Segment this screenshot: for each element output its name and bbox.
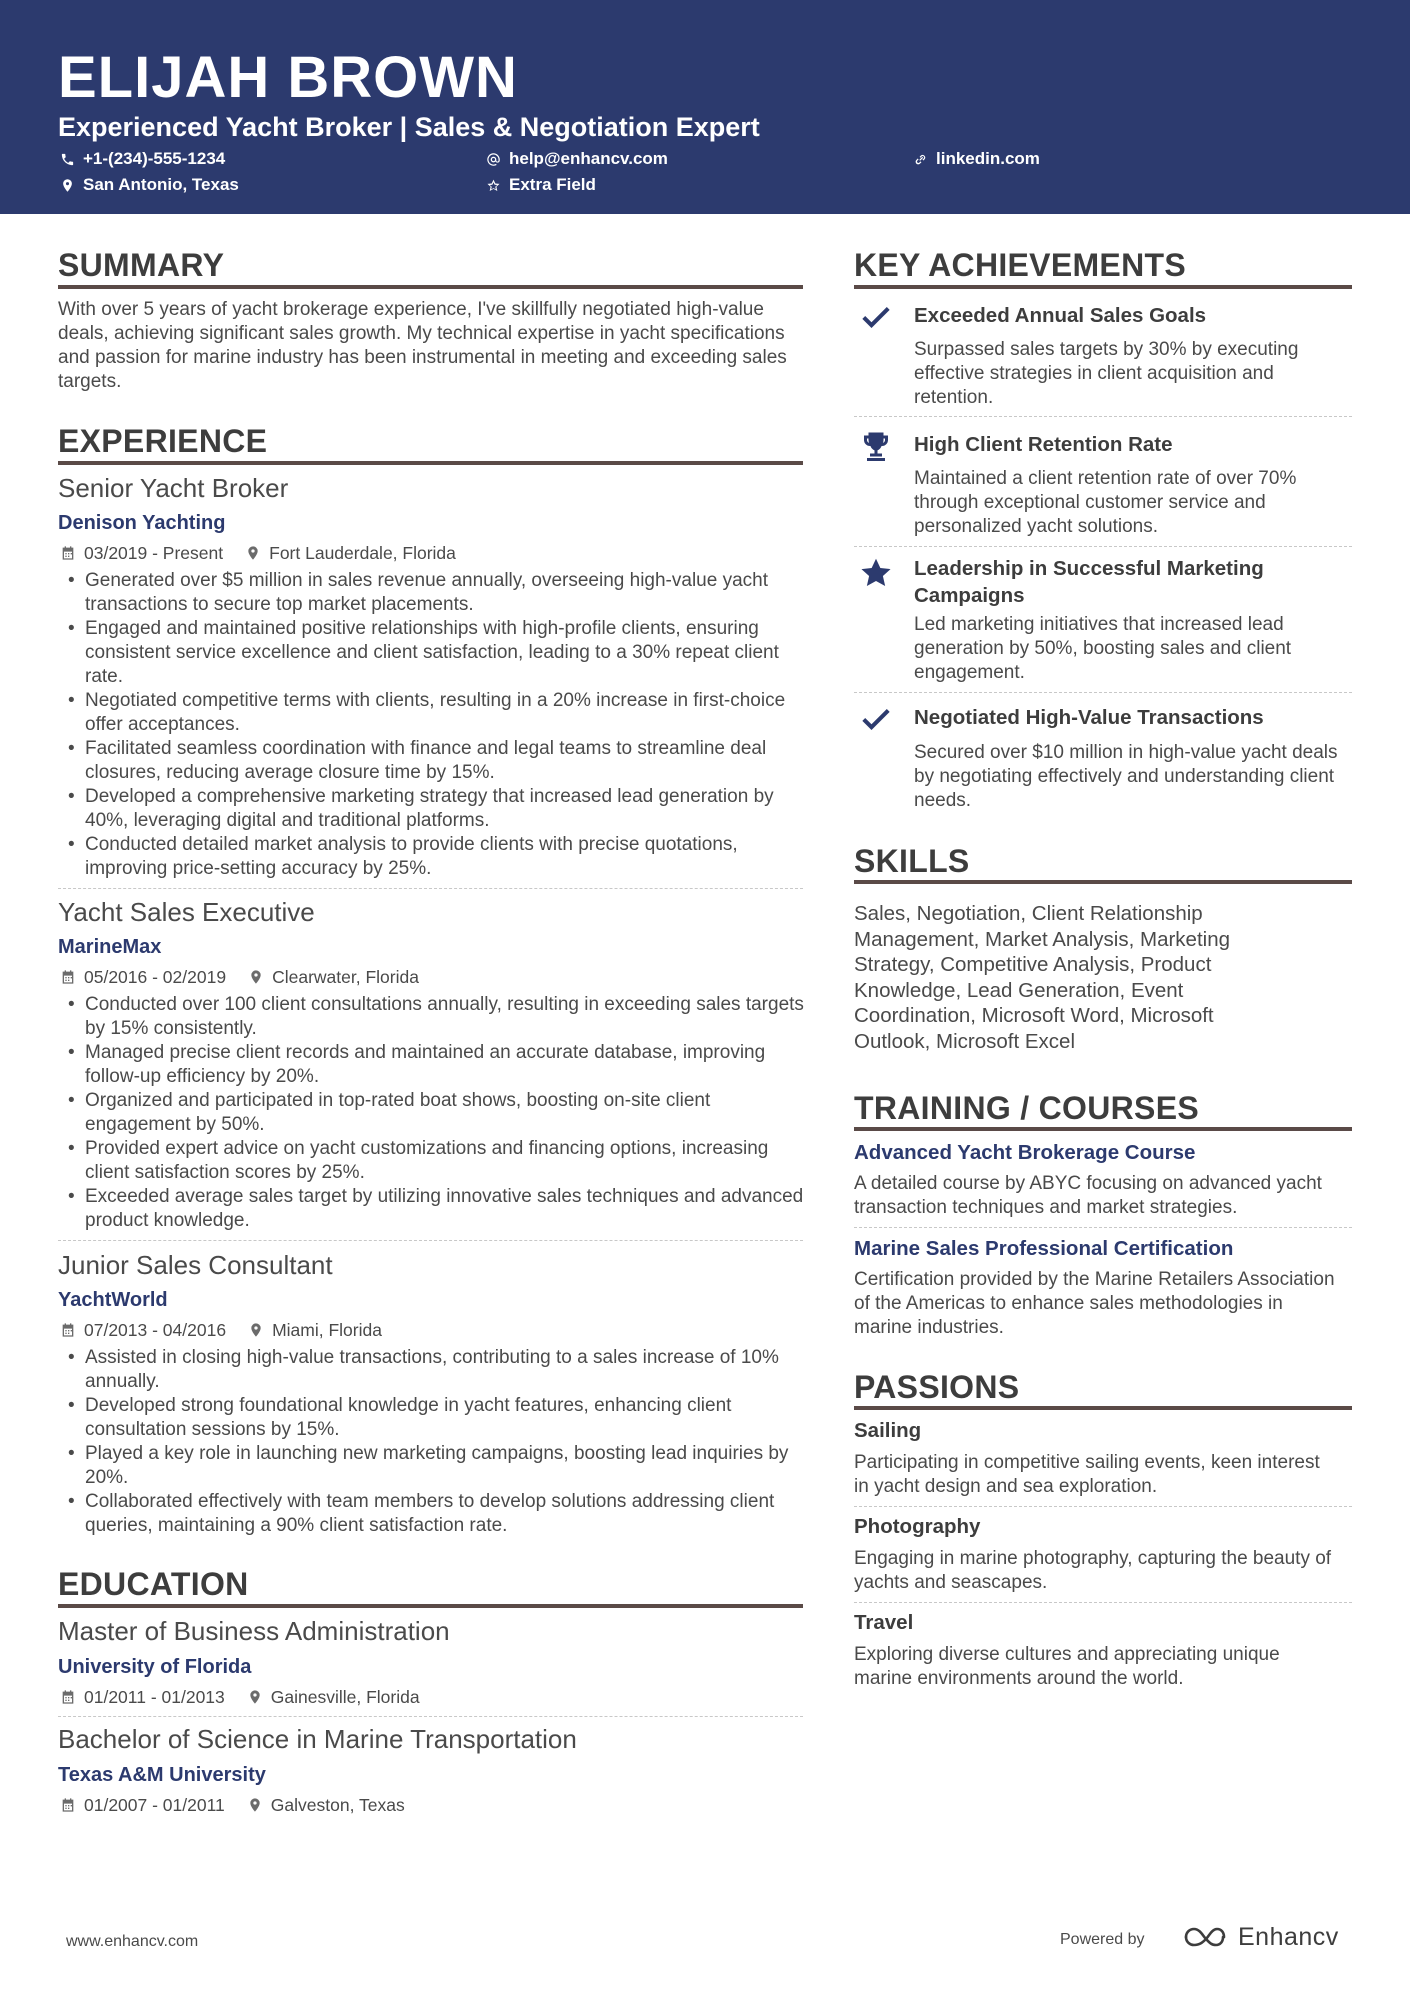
bullet-item: • Played a key role in launching new marketing campaigns, boosting lead inquiries by 20%. bbox=[58, 1442, 808, 1490]
job-bullets bbox=[58, 1346, 808, 1538]
location-pin-icon bbox=[248, 1322, 264, 1338]
achievements-rule bbox=[854, 285, 1352, 289]
at-icon bbox=[486, 152, 501, 167]
divider bbox=[58, 1716, 803, 1717]
bullet-item: • Assisted in closing high-value transactions, contributing to a sales increase of 10% annually. bbox=[58, 1346, 808, 1394]
education-rule bbox=[58, 1604, 803, 1608]
training-rule bbox=[854, 1127, 1352, 1131]
achievement-title: Negotiated High-Value Transactions bbox=[914, 706, 1264, 729]
summary-heading: SUMMARY bbox=[58, 247, 225, 283]
job-meta bbox=[60, 1319, 382, 1341]
calendar-icon bbox=[60, 1322, 76, 1338]
course-title: Advanced Yacht Brokerage Course bbox=[854, 1141, 1196, 1164]
experience-heading: EXPERIENCE bbox=[58, 423, 268, 459]
education-dates: 01/2007 - 01/2011 bbox=[84, 1795, 225, 1815]
bullet-item: • Collaborated effectively with team members to develop solutions addressing client queries, maintaining a 90% client satisfaction rate. bbox=[58, 1490, 808, 1538]
bullet-item: • Managed precise client records and maintained an accurate database, improving follow-up efficiency by 20%. bbox=[58, 1041, 808, 1089]
job-title: Junior Sales Consultant bbox=[58, 1250, 333, 1280]
divider bbox=[854, 1227, 1352, 1228]
brand-name: Enhancv bbox=[1238, 1922, 1339, 1951]
divider bbox=[58, 888, 803, 889]
extra-text: Extra Field bbox=[509, 175, 596, 194]
degree-title: Master of Business Administration bbox=[58, 1616, 450, 1646]
location-pin-icon bbox=[245, 545, 261, 561]
achievement-title: Leadership in Successful Marketing Campaigns bbox=[914, 557, 1264, 607]
phone-icon bbox=[60, 152, 75, 167]
check-icon bbox=[858, 700, 894, 736]
passion-desc: Engaging in marine photography, capturing the beauty of yachts and seascapes. bbox=[854, 1548, 1332, 1593]
job-meta bbox=[60, 966, 419, 988]
bullet-item: • Developed strong foundational knowledge in yacht features, enhancing client consultation sessions by 15%. bbox=[58, 1394, 808, 1442]
experience-rule bbox=[58, 461, 803, 465]
degree-title: Bachelor of Science in Marine Transportation bbox=[58, 1724, 577, 1754]
calendar-icon bbox=[60, 1689, 76, 1705]
achievement-desc: Maintained a client retention rate of over 70% through exceptional customer service and personalized yacht solutions. bbox=[914, 468, 1297, 537]
school-name: Texas A&M University bbox=[58, 1764, 266, 1786]
bullet-item: • Conducted over 100 client consultations annually, resulting in exceeding sales targets by 15% consistently. bbox=[58, 993, 808, 1041]
passion-title: Travel bbox=[854, 1611, 914, 1634]
skills-list: Sales, Negotiation, Client Relationship Management, Market Analysis, Marketing Strategy, Competitive Analysis, Product Knowledge, Lead Generation, Event Coordination, Microsoft Word, Microsoft Outlook, Microsoft Excel bbox=[854, 902, 1230, 1053]
job-title: Yacht Sales Executive bbox=[58, 897, 315, 927]
job-meta bbox=[60, 542, 456, 564]
passion-title: Photography bbox=[854, 1515, 981, 1538]
check-icon bbox=[858, 298, 894, 334]
achievement-desc: Surpassed sales targets by 30% by executing effective strategies in client acquisition and retention. bbox=[914, 339, 1299, 408]
location-pin-icon bbox=[248, 969, 264, 985]
school-name: University of Florida bbox=[58, 1656, 252, 1678]
bullet-item: • Exceeded average sales target by utilizing innovative sales techniques and advanced product knowledge. bbox=[58, 1185, 808, 1233]
location-pin-icon bbox=[247, 1689, 263, 1705]
passion-desc: Participating in competitive sailing events, keen interest in yacht design and sea exploration. bbox=[854, 1452, 1320, 1497]
training-heading: TRAINING / COURSES bbox=[854, 1090, 1199, 1126]
bullet-item: • Organized and participated in top-rated boat shows, boosting on-site client engagement by 50%. bbox=[58, 1089, 808, 1137]
course-desc: A detailed course by ABYC focusing on advanced yacht transaction techniques and market strategies. bbox=[854, 1173, 1322, 1218]
skills-rule bbox=[854, 880, 1352, 884]
bullet-item: • Engaged and maintained positive relationships with high-profile clients, ensuring consistent service excellence and client satisfaction, leading to a 30% repeat client rate. bbox=[58, 617, 808, 689]
resume-header bbox=[0, 0, 1410, 214]
achievement-desc: Led marketing initiatives that increased lead generation by 50%, boosting sales and client engagement. bbox=[914, 614, 1292, 683]
passions-heading: PASSIONS bbox=[854, 1369, 1020, 1405]
contact-phone[interactable] bbox=[60, 148, 225, 170]
education-meta bbox=[60, 1794, 405, 1816]
candidate-name: ELIJAH BROWN bbox=[58, 45, 518, 110]
bullet-item: • Negotiated competitive terms with clients, resulting in a 20% increase in first-choice offer acceptances. bbox=[58, 689, 808, 737]
linkedin-text: linkedin.com bbox=[936, 149, 1040, 168]
location-pin-icon bbox=[60, 178, 75, 193]
education-dates: 01/2011 - 01/2013 bbox=[84, 1687, 225, 1707]
education-meta bbox=[60, 1686, 420, 1708]
company-name: YachtWorld bbox=[58, 1289, 168, 1311]
candidate-title: Experienced Yacht Broker | Sales & Negotiation Expert bbox=[58, 112, 760, 142]
achievement-desc: Secured over $10 million in high-value yacht deals by negotiating effectively and understanding client needs. bbox=[914, 742, 1338, 811]
divider bbox=[854, 692, 1352, 693]
bullet-item: • Conducted detailed market analysis to provide clients with precise quotations, improving price-setting accuracy by 25%. bbox=[58, 833, 808, 881]
divider bbox=[854, 1602, 1352, 1603]
job-dates: 07/2013 - 04/2016 bbox=[84, 1320, 227, 1340]
enhancv-logo[interactable] bbox=[1180, 1922, 1339, 1952]
summary-rule bbox=[58, 285, 803, 289]
calendar-icon bbox=[60, 969, 76, 985]
education-location: Galveston, Texas bbox=[270, 1795, 405, 1815]
skills-heading: SKILLS bbox=[854, 843, 970, 879]
footer-url[interactable]: www.enhancv.com bbox=[66, 1933, 199, 1950]
job-dates: 05/2016 - 02/2019 bbox=[84, 967, 227, 987]
star-outline-icon bbox=[486, 178, 501, 193]
divider bbox=[854, 546, 1352, 547]
email-text: help@enhancv.com bbox=[509, 149, 668, 168]
job-location: Fort Lauderdale, Florida bbox=[269, 543, 456, 563]
achievement-title: High Client Retention Rate bbox=[914, 433, 1173, 456]
course-title: Marine Sales Professional Certification bbox=[854, 1237, 1234, 1260]
job-bullets bbox=[58, 993, 808, 1233]
phone-text: +1-(234)-555-1234 bbox=[83, 149, 226, 168]
education-heading: EDUCATION bbox=[58, 1566, 249, 1602]
achievement-title: Exceeded Annual Sales Goals bbox=[914, 304, 1207, 327]
passions-rule bbox=[854, 1406, 1352, 1410]
job-location: Miami, Florida bbox=[272, 1320, 382, 1340]
location-pin-icon bbox=[247, 1797, 263, 1813]
achievements-heading: KEY ACHIEVEMENTS bbox=[854, 247, 1186, 283]
footer-powered-label: Powered by bbox=[1060, 1931, 1145, 1948]
passion-desc: Exploring diverse cultures and appreciating unique marine environments around the world. bbox=[854, 1644, 1280, 1689]
trophy-icon bbox=[858, 428, 894, 464]
divider bbox=[854, 416, 1352, 417]
passion-title: Sailing bbox=[854, 1419, 922, 1442]
contact-email[interactable] bbox=[486, 148, 668, 170]
education-location: Gainesville, Florida bbox=[270, 1687, 420, 1707]
contact-extra bbox=[486, 174, 596, 196]
divider bbox=[58, 1240, 803, 1241]
calendar-icon bbox=[60, 1797, 76, 1813]
star-icon bbox=[858, 555, 894, 591]
bullet-item: • Developed a comprehensive marketing strategy that increased lead generation by 40%, leveraging digital and traditional platforms. bbox=[58, 785, 808, 833]
course-desc: Certification provided by the Marine Retailers Association of the Americas to enhance sales methodologies in marine industries. bbox=[854, 1269, 1335, 1338]
link-icon bbox=[913, 152, 928, 167]
bullet-item: • Generated over $5 million in sales revenue annually, overseeing high-value yacht transactions to secure top market placements. bbox=[58, 569, 808, 617]
contact-linkedin[interactable] bbox=[913, 148, 1040, 170]
bullet-item: • Facilitated seamless coordination with finance and legal teams to streamline deal closures, reducing average closure time by 15%. bbox=[58, 737, 808, 785]
divider bbox=[854, 1506, 1352, 1507]
calendar-icon bbox=[60, 545, 76, 561]
company-name: Denison Yachting bbox=[58, 512, 226, 534]
company-name: MarineMax bbox=[58, 936, 162, 958]
contact-location bbox=[60, 174, 239, 196]
job-location: Clearwater, Florida bbox=[272, 967, 419, 987]
job-dates: 03/2019 - Present bbox=[84, 543, 224, 563]
job-bullets bbox=[58, 569, 808, 881]
location-text: San Antonio, Texas bbox=[83, 175, 239, 194]
summary-text: With over 5 years of yacht brokerage experience, I've skillfully negotiated high-value deals, achieving significant sales growth. My technical expertise in yacht specifications and passion for marine industry has been instrumental in meeting and exceeding sales targets. bbox=[58, 299, 787, 392]
job-title: Senior Yacht Broker bbox=[58, 473, 289, 503]
bullet-item: • Provided expert advice on yacht customizations and financing options, increasing client satisfaction scores by 25%. bbox=[58, 1137, 808, 1185]
infinity-logo-icon bbox=[1180, 1922, 1230, 1952]
